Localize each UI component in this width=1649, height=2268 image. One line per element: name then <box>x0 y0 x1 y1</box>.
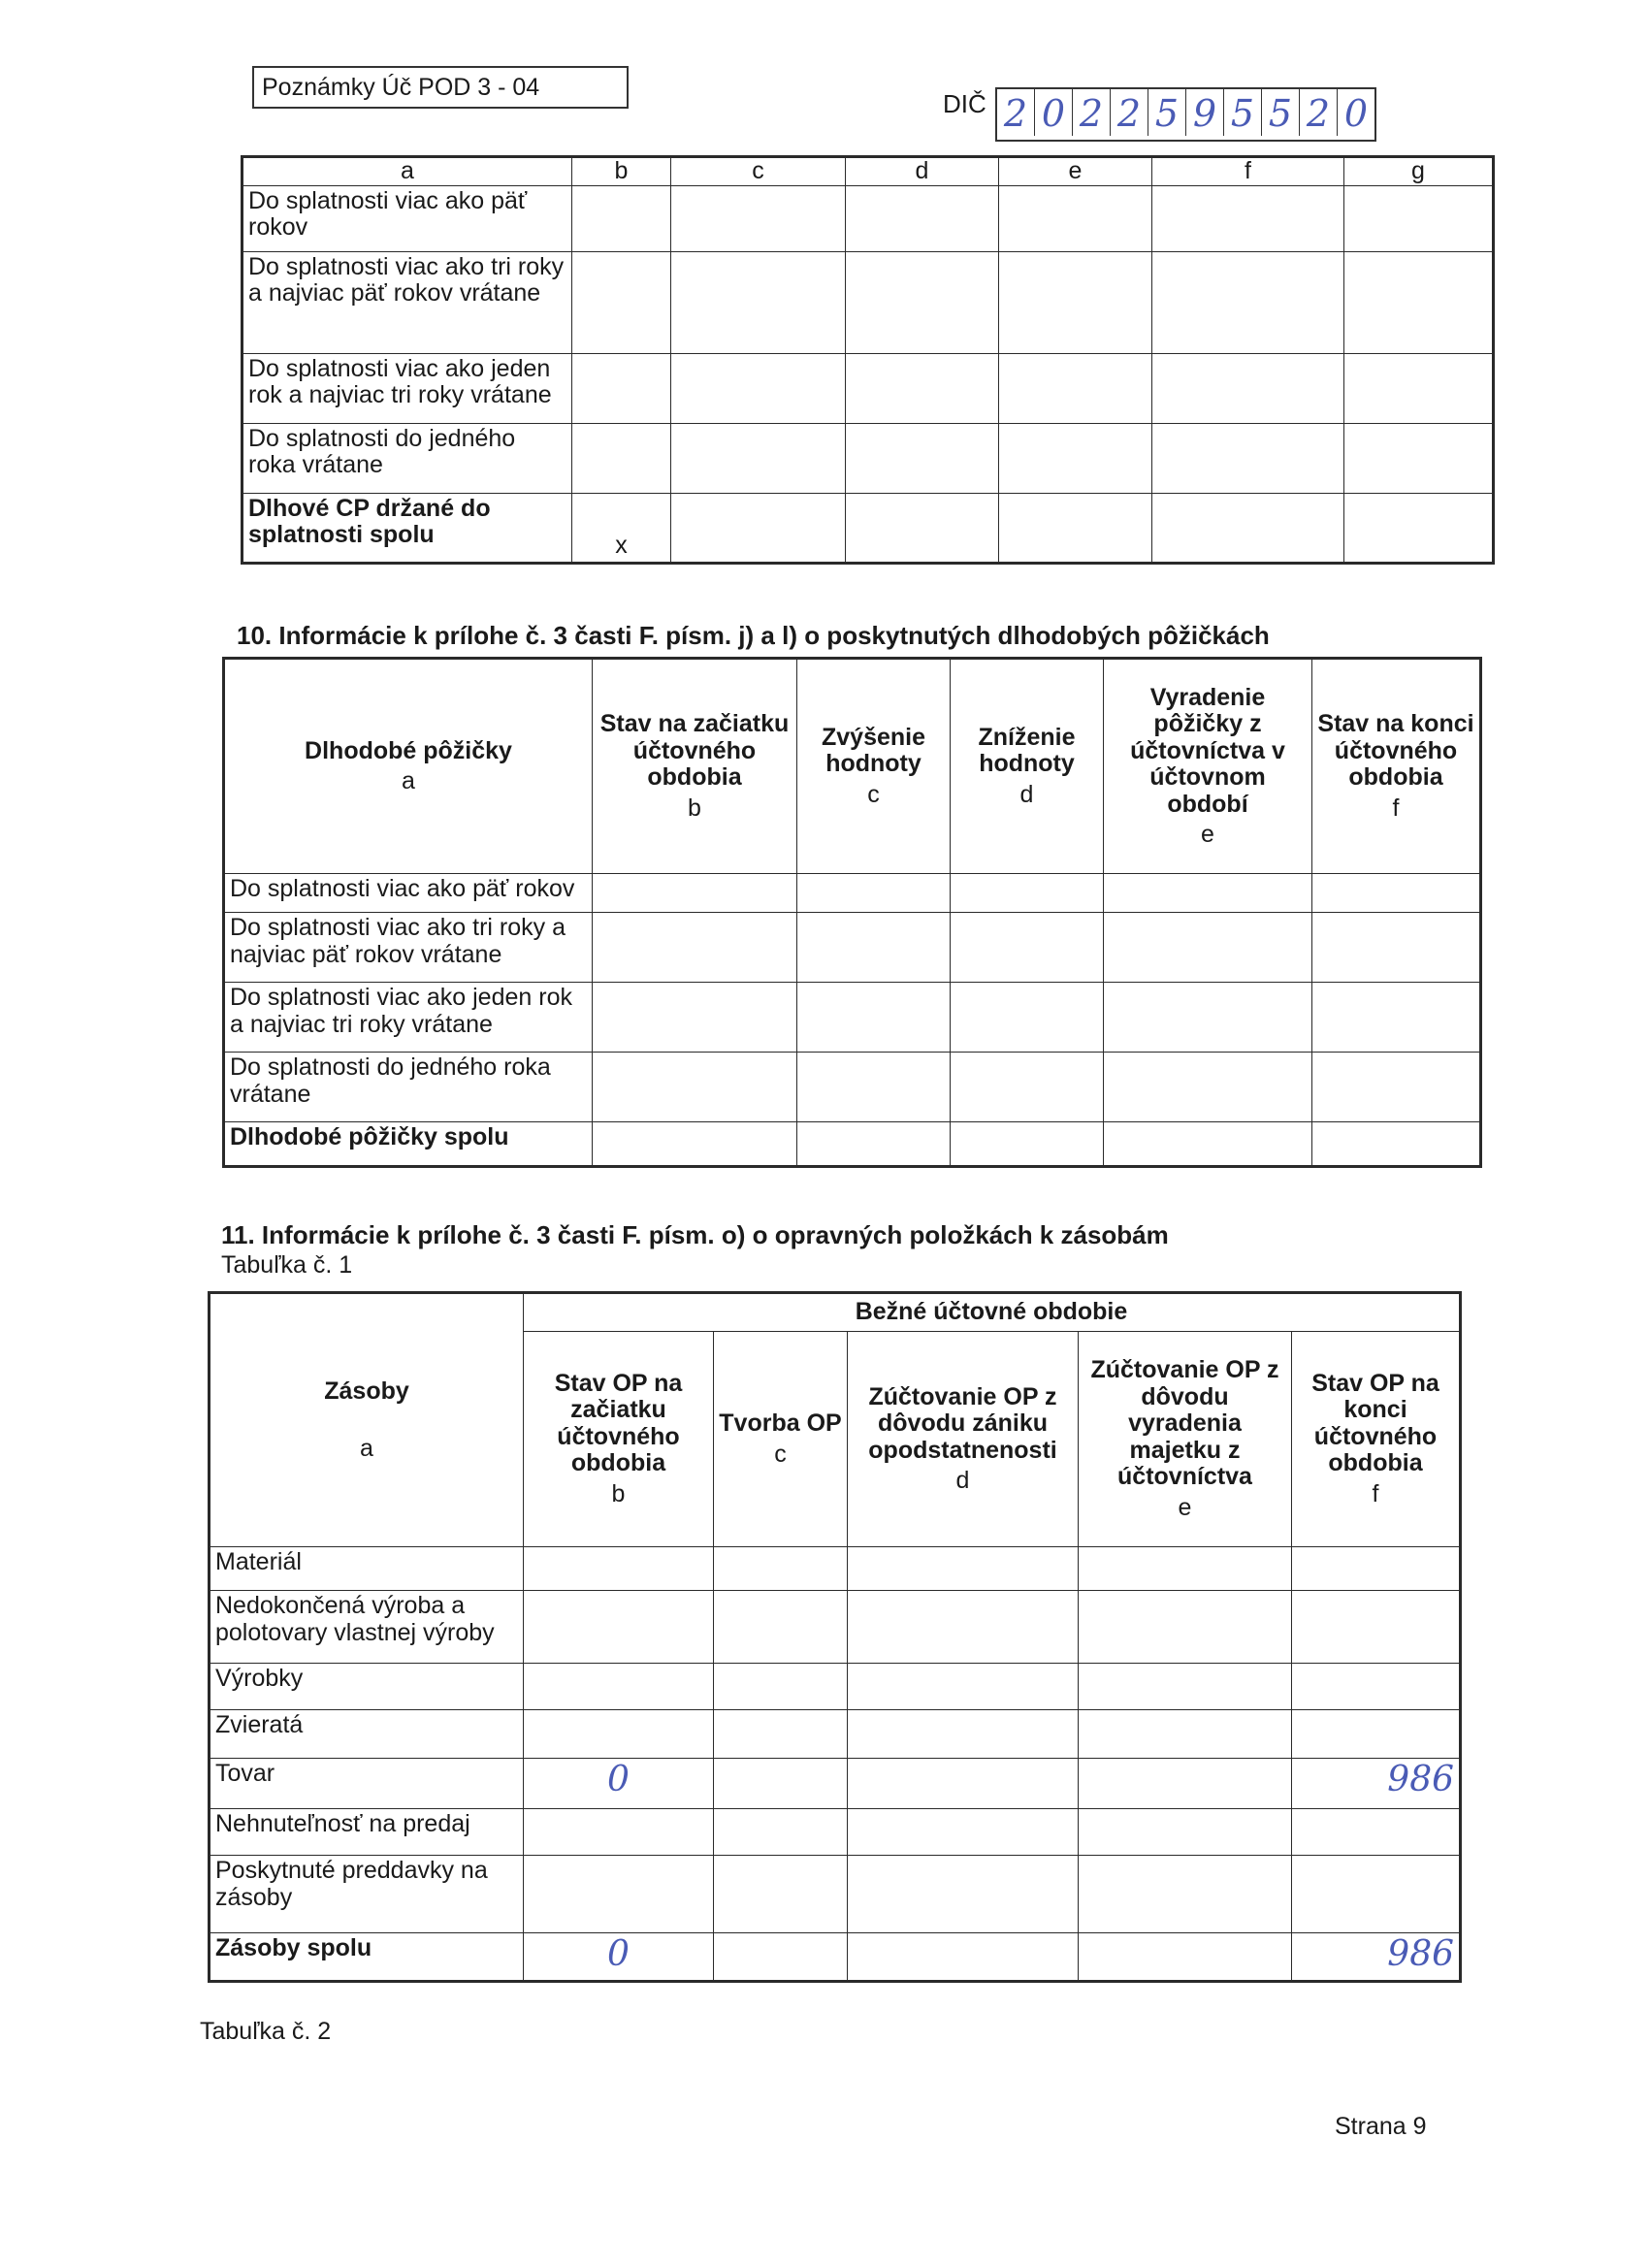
dic-digit-box[interactable]: 2 <box>997 89 1035 136</box>
row-label: Nedokončená výroba a polotovary vlastnej výroby <box>210 1591 524 1664</box>
column-letter: f <box>1152 157 1344 186</box>
table-cell[interactable] <box>1152 493 1344 563</box>
dic-digit-box[interactable]: 2 <box>1073 89 1111 136</box>
table-cell[interactable] <box>848 1710 1079 1759</box>
column-header <box>1312 659 1481 874</box>
table-cell[interactable] <box>848 1809 1079 1856</box>
row-label: Materiál <box>210 1547 524 1591</box>
table-cell[interactable] <box>572 251 671 353</box>
table-cell[interactable] <box>524 1591 714 1664</box>
row-label: Tovar <box>210 1759 524 1809</box>
table-cell[interactable] <box>848 1933 1079 1982</box>
column-letter: b <box>572 157 671 186</box>
table-row <box>242 353 1494 423</box>
row-label: Dlhové CP držané do splatnosti spolu <box>242 493 572 563</box>
table-cell[interactable] <box>951 874 1104 913</box>
table-cell[interactable] <box>572 353 671 423</box>
column-header-text: Vyradenie pôžičky z účtovníctva v účtovnom období <box>1130 683 1285 818</box>
table-cell[interactable]: 986 <box>1292 1759 1461 1809</box>
table-cell[interactable]: 0 <box>524 1759 714 1809</box>
row-label: Do splatnosti do jedného roka vrátane <box>242 423 572 493</box>
table-cell[interactable] <box>1344 251 1494 353</box>
table-cell[interactable] <box>524 1809 714 1856</box>
table-cell[interactable] <box>797 913 951 983</box>
section-11-title: 11. Informácie k prílohe č. 3 časti F. písm. o) o opravných položkách k zásobám <box>221 1220 1169 1249</box>
column-letter: f <box>1392 794 1400 822</box>
column-letter: e <box>1178 1493 1192 1521</box>
table-cell[interactable] <box>999 493 1152 563</box>
column-letter: e <box>999 157 1152 186</box>
row-label: Výrobky <box>210 1664 524 1710</box>
table-1-label: Tabuľka č. 1 <box>221 1251 353 1279</box>
table-cell[interactable] <box>848 1664 1079 1710</box>
table-cell[interactable] <box>1079 1710 1292 1759</box>
table-cell[interactable] <box>1152 251 1344 353</box>
dic-field[interactable] <box>995 87 1376 142</box>
dic-digit-box[interactable]: 9 <box>1186 89 1224 136</box>
table-cell[interactable] <box>1292 1591 1461 1664</box>
section-10-title: 10. Informácie k prílohe č. 3 časti F. písm. j) a l) o poskytnutých dlhodobých pôžičkách <box>237 621 1270 650</box>
row-label: Do splatnosti viac ako jeden rok a najviac tri roky vrátane <box>242 353 572 423</box>
table-cell[interactable]: 0 <box>524 1933 714 1982</box>
column-letter: c <box>867 780 880 808</box>
table-cell[interactable] <box>572 185 671 251</box>
table-row <box>242 185 1494 251</box>
table-cell[interactable] <box>951 1122 1104 1167</box>
column-letter: a <box>360 1434 373 1462</box>
table-cell[interactable] <box>524 1710 714 1759</box>
column-letter: e <box>1201 821 1214 848</box>
table-cell[interactable] <box>671 423 846 493</box>
table-row <box>224 983 1481 1053</box>
table-cell[interactable] <box>714 1591 848 1664</box>
row-label: Zvieratá <box>210 1710 524 1759</box>
table-cell[interactable] <box>848 1856 1079 1933</box>
column-header <box>224 659 593 874</box>
table-long-term-loans <box>222 657 1482 1168</box>
table-cell[interactable] <box>999 353 1152 423</box>
table-cell[interactable] <box>999 251 1152 353</box>
table-2-label: Tabuľka č. 2 <box>200 2018 332 2045</box>
header-row <box>242 157 1494 186</box>
row-label: Do splatnosti do jedného roka vrátane <box>224 1053 593 1122</box>
column-letter: d <box>846 157 999 186</box>
row-label: Do splatnosti viac ako jeden rok a najviac tri roky vrátane <box>224 983 593 1053</box>
table-cell[interactable] <box>951 1053 1104 1122</box>
table-cell[interactable] <box>714 1710 848 1759</box>
table-row <box>210 1547 1461 1591</box>
column-header-text: Stav na konci účtovného obdobia <box>1317 710 1474 791</box>
table-cell[interactable] <box>1312 983 1481 1053</box>
table-cell[interactable] <box>1079 1809 1292 1856</box>
table-row <box>210 1664 1461 1710</box>
column-letter: c <box>671 157 846 186</box>
table-cell[interactable] <box>797 874 951 913</box>
row-label: Do splatnosti viac ako tri roky a najviac päť rokov vrátane <box>224 913 593 983</box>
table-cell[interactable] <box>1104 1122 1312 1167</box>
table-cell[interactable] <box>524 1856 714 1933</box>
table-row <box>242 423 1494 493</box>
table-cell[interactable] <box>593 874 797 913</box>
table-cell[interactable] <box>671 353 846 423</box>
column-header-text: Zvýšenie hodnoty <box>821 723 925 778</box>
table-cell[interactable] <box>524 1547 714 1591</box>
row-label: Poskytnuté preddavky na zásoby <box>210 1856 524 1933</box>
table-cell[interactable] <box>671 493 846 563</box>
table-row <box>210 1933 1461 1982</box>
table-cell[interactable] <box>797 1122 951 1167</box>
table-cell[interactable] <box>714 1664 848 1710</box>
table-cell[interactable] <box>848 1759 1079 1809</box>
column-header <box>848 1332 1079 1547</box>
table-cell[interactable] <box>714 1933 848 1982</box>
row-label: Do splatnosti viac ako tri roky a najviac päť rokov vrátane <box>242 251 572 353</box>
table-row <box>224 1122 1481 1167</box>
table-cell[interactable] <box>848 1591 1079 1664</box>
table-cell[interactable] <box>1104 1053 1312 1122</box>
header-row <box>224 659 1481 874</box>
table-cell[interactable] <box>1292 1856 1461 1933</box>
table-cell[interactable] <box>714 1856 848 1933</box>
column-header <box>714 1332 848 1547</box>
dic-digit-box[interactable]: 5 <box>1148 89 1186 136</box>
table-cell[interactable] <box>846 493 999 563</box>
table-cell[interactable] <box>593 1122 797 1167</box>
table-cell[interactable] <box>714 1547 848 1591</box>
column-header-text: Stav na začiatku účtovného obdobia <box>599 710 790 791</box>
table-cell[interactable] <box>1079 1547 1292 1591</box>
column-header <box>1292 1332 1461 1547</box>
super-header: Bežné účtovné obdobie <box>524 1293 1461 1332</box>
dic-digit-box[interactable]: 2 <box>1300 89 1338 136</box>
column-header-text: Zúčtovanie OP z dôvodu zániku opodstatnenosti <box>868 1382 1057 1464</box>
column-letter: a <box>242 157 572 186</box>
row-label: Nehnuteľnosť na predaj <box>210 1809 524 1856</box>
table-cell[interactable] <box>1312 874 1481 913</box>
table-row <box>210 1710 1461 1759</box>
table-cell[interactable] <box>846 353 999 423</box>
column-header-text: Stav OP na konci účtovného obdobia <box>1311 1369 1439 1477</box>
row-label: Do splatnosti viac ako päť rokov <box>224 874 593 913</box>
table-cell[interactable] <box>1344 423 1494 493</box>
column-header-text: Zníženie hodnoty <box>978 723 1076 778</box>
table-cell[interactable] <box>846 185 999 251</box>
table-cell[interactable] <box>1152 185 1344 251</box>
column-header <box>593 659 797 874</box>
table-cell[interactable] <box>1079 1856 1292 1933</box>
table-cell[interactable] <box>1344 493 1494 563</box>
table-cell[interactable] <box>797 1053 951 1122</box>
table-cell[interactable] <box>593 983 797 1053</box>
table-cell[interactable] <box>572 423 671 493</box>
table-row <box>242 493 1494 563</box>
table-inventory-provisions <box>208 1291 1462 1983</box>
table-cell[interactable] <box>1104 913 1312 983</box>
dic-digit-box[interactable]: 5 <box>1224 89 1262 136</box>
table-cell[interactable] <box>1104 983 1312 1053</box>
table-cell[interactable] <box>1312 913 1481 983</box>
column-letter: d <box>955 1467 970 1494</box>
column-letter: c <box>774 1440 787 1468</box>
column-header <box>524 1332 714 1547</box>
table-cell[interactable] <box>1152 353 1344 423</box>
table-cell[interactable] <box>524 1664 714 1710</box>
column-header <box>797 659 951 874</box>
table-row <box>210 1809 1461 1856</box>
table-cell[interactable] <box>846 423 999 493</box>
table-row <box>210 1591 1461 1664</box>
table-cell[interactable] <box>1292 1547 1461 1591</box>
table-cell[interactable] <box>593 1053 797 1122</box>
column-header-text: Stav OP na začiatku účtovného obdobia <box>554 1369 683 1477</box>
column-letter: f <box>1372 1479 1379 1507</box>
table-cell[interactable] <box>951 983 1104 1053</box>
table-row <box>242 251 1494 353</box>
column-header <box>210 1293 524 1547</box>
table-cell[interactable] <box>671 251 846 353</box>
column-letter: a <box>402 767 415 794</box>
table-cell[interactable] <box>951 913 1104 983</box>
table-cell[interactable] <box>714 1759 848 1809</box>
table-cell[interactable] <box>714 1809 848 1856</box>
table-cell[interactable] <box>1079 1664 1292 1710</box>
column-header-text: Zúčtovanie OP z dôvodu vyradenia majetku z účtovníctva <box>1090 1356 1279 1490</box>
row-label: Do splatnosti viac ako päť rokov <box>242 185 572 251</box>
table-cell[interactable]: 986 <box>1292 1933 1461 1982</box>
column-header-text: Zásoby <box>324 1377 409 1405</box>
table-cell[interactable] <box>1079 1933 1292 1982</box>
table-row <box>224 913 1481 983</box>
table-cell[interactable] <box>846 251 999 353</box>
column-letter: b <box>688 794 701 822</box>
row-label: Dlhodobé pôžičky spolu <box>224 1122 593 1167</box>
table-cell[interactable] <box>1079 1759 1292 1809</box>
dic-digit-box[interactable]: 0 <box>1035 89 1073 136</box>
dic-digit-box[interactable]: 2 <box>1111 89 1148 136</box>
table-cell[interactable] <box>1292 1809 1461 1856</box>
dic-digit-box[interactable]: 0 <box>1343 92 1369 135</box>
table-cell[interactable] <box>1344 353 1494 423</box>
header-row <box>210 1293 1461 1332</box>
column-header-text: Dlhodobé pôžičky <box>305 736 512 764</box>
table-cell[interactable] <box>593 913 797 983</box>
column-letter: b <box>611 1479 626 1507</box>
table-row <box>224 1053 1481 1122</box>
column-header <box>1079 1332 1292 1547</box>
column-header <box>1104 659 1312 874</box>
column-letter: d <box>1019 780 1034 808</box>
table-cell[interactable] <box>1344 185 1494 251</box>
table-cell[interactable] <box>1312 1122 1481 1167</box>
table-row <box>210 1759 1461 1809</box>
table-row <box>224 874 1481 913</box>
table-cell[interactable] <box>1104 874 1312 913</box>
table-cell[interactable] <box>797 983 951 1053</box>
table-cell[interactable] <box>1292 1664 1461 1710</box>
page-number: Strana 9 <box>1335 2113 1427 2140</box>
table-cell[interactable] <box>999 185 1152 251</box>
dic-label: DIČ <box>943 89 986 118</box>
row-label: Zásoby spolu <box>210 1933 524 1982</box>
column-header <box>951 659 1104 874</box>
table-row <box>210 1856 1461 1933</box>
column-letter: g <box>1344 157 1494 186</box>
table-securities-maturity <box>241 155 1495 565</box>
table-cell[interactable] <box>1292 1710 1461 1759</box>
column-header-text: Tvorba OP <box>719 1409 842 1437</box>
table-cell[interactable] <box>1152 423 1344 493</box>
table-cell[interactable] <box>1079 1591 1292 1664</box>
dic-digit-box[interactable]: 5 <box>1262 89 1300 136</box>
table-cell[interactable] <box>1312 1053 1481 1122</box>
form-code-label: Poznámky Úč POD 3 - 04 <box>252 66 629 109</box>
table-cell[interactable] <box>671 185 846 251</box>
table-cell[interactable] <box>848 1547 1079 1591</box>
table-cell[interactable] <box>999 423 1152 493</box>
table-cell[interactable]: x <box>572 493 671 563</box>
